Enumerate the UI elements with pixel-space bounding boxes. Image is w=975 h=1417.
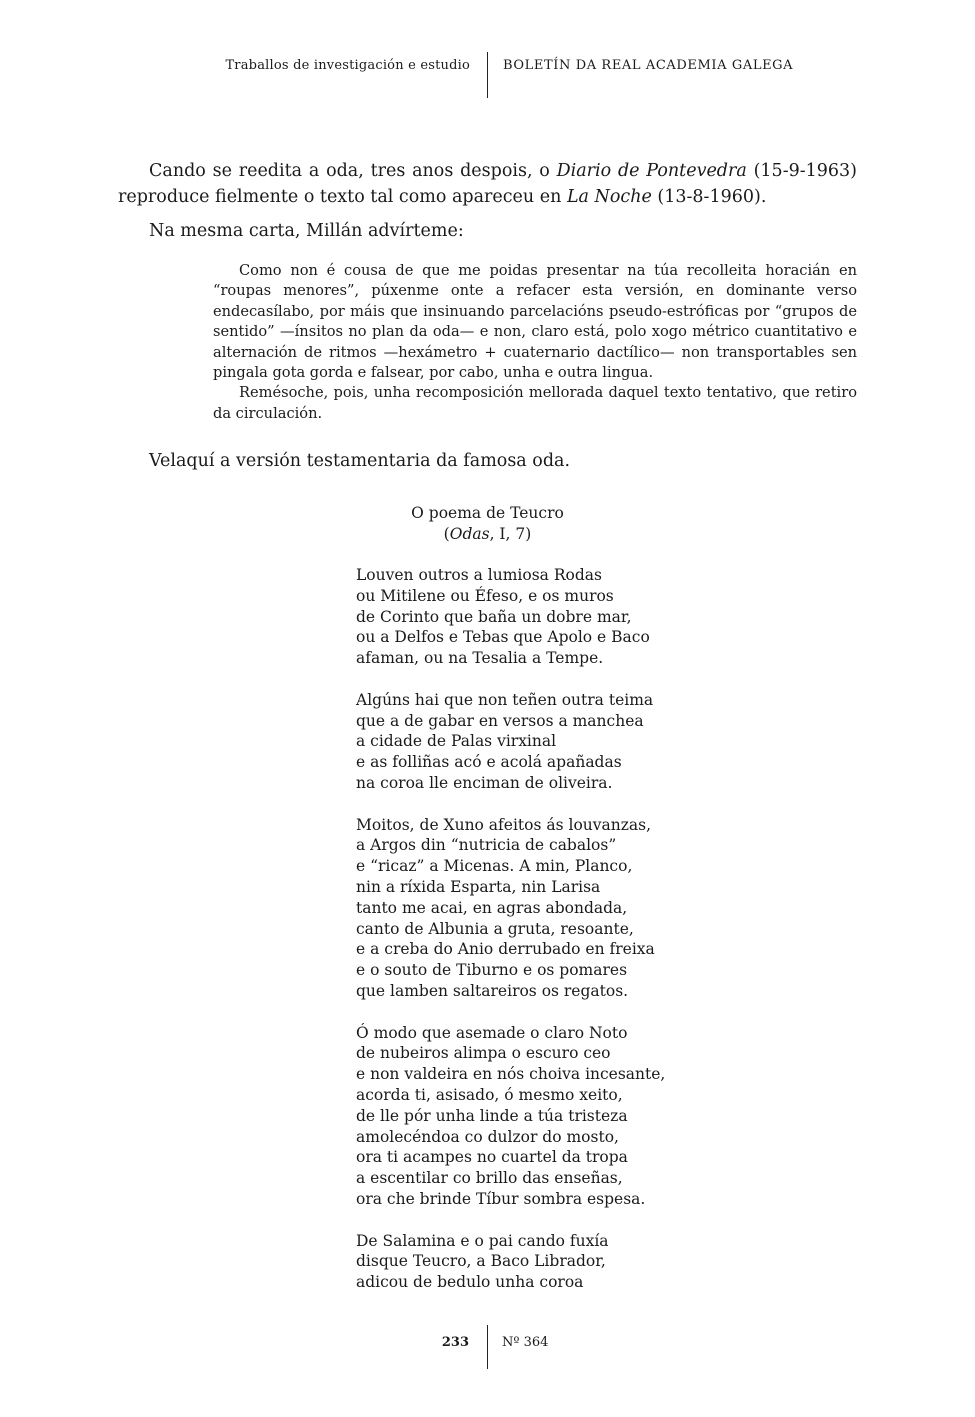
poem-line: amolecéndoa co dulzor do mosto, bbox=[356, 1127, 619, 1146]
poem-line: ou a Delfos e Tebas que Apolo e Baco bbox=[356, 628, 650, 647]
poem-line: acorda ti, asisado, ó mesmo xeito, bbox=[356, 1085, 623, 1104]
block-quote bbox=[213, 261, 857, 424]
poem-body bbox=[356, 565, 665, 1314]
poem-line: canto de Albunia a gruta, resoante, bbox=[356, 919, 634, 938]
paragraph-letter-intro: Na mesma carta, Millán advírteme: bbox=[149, 221, 464, 241]
poem-line: a escentilar co brillo das enseñas, bbox=[356, 1169, 623, 1188]
paragraph-reedition bbox=[118, 158, 857, 210]
poem-line: de Corinto que baña un dobre mar, bbox=[356, 607, 632, 626]
poem-subtitle: (Odas, I, 7) bbox=[443, 525, 532, 543]
poem-heading bbox=[0, 503, 975, 545]
poem-stanza bbox=[356, 690, 665, 794]
poem-line: disque Teucro, a Baco Librador, bbox=[356, 1252, 606, 1271]
journal-title: Diario de Pontevedra bbox=[556, 161, 747, 181]
poem-line: tanto me acai, en agras abondada, bbox=[356, 898, 628, 917]
poem-line: Algúns hai que non teñen outra teima bbox=[356, 690, 654, 709]
footer-divider bbox=[487, 1325, 488, 1369]
poem-line: que a de gabar en versos a manchea bbox=[356, 711, 644, 730]
poem-line: nin a ríxida Esparta, nin Larisa bbox=[356, 877, 601, 896]
poem-stanza bbox=[356, 1023, 665, 1210]
poem-line: Ó modo que asemade o claro Noto bbox=[356, 1023, 628, 1042]
poem-line: a Argos din “nutricia de cabalos” bbox=[356, 836, 617, 855]
poem-line: e “ricaz” a Micenas. A min, Planco, bbox=[356, 857, 633, 876]
header-divider bbox=[487, 52, 488, 98]
paragraph-text: (13-8-1960). bbox=[651, 187, 767, 207]
poem-line: Moitos, de Xuno afeitos ás louvanzas, bbox=[356, 815, 652, 834]
poem-line: afaman, ou na Tesalia a Tempe. bbox=[356, 649, 604, 668]
poem-line: a cidade de Palas virxinal bbox=[356, 732, 557, 751]
poem-line: e o souto de Tiburno e os pomares bbox=[356, 961, 628, 980]
newspaper-title: La Noche bbox=[566, 187, 652, 207]
poem-line: de nubeiros alimpa o escuro ceo bbox=[356, 1044, 611, 1063]
poem-line: Louven outros a lumiosa Rodas bbox=[356, 566, 602, 584]
paragraph-text: Cando se reedita a oda, tres anos despois, o bbox=[149, 161, 557, 181]
quote-paragraph-1: Como non é cousa de que me poidas presentar na túa recolleita horacián en “roupas menores”, púxenme onte a refacer esta versión, en dominante verso endecasílabo, por máis que insinuando parcelacións pseudo-estróficas por “grupos de sentido” —ínsitos no plan da oda— e non, claro está, polo xogo métrico cuantitativo e alternación de ritmos —hexámetro + cuaternario dactílico— non transportables sen pingala gota gorda e falsear, por cabo, unha e outra lingua. bbox=[213, 262, 857, 382]
poem-line: adicou de bedulo unha coroa bbox=[356, 1273, 584, 1292]
paragraph-text: (15-9-1963) reproduce fielmente o texto tal como apareceu en bbox=[118, 161, 858, 207]
poem-stanza bbox=[356, 815, 665, 1002]
poem-title: O poema de Teucro bbox=[411, 504, 564, 522]
poem-line: e non valdeira en nós choiva incesante, bbox=[356, 1065, 666, 1084]
page-number: 233 bbox=[441, 1335, 469, 1350]
quote-paragraph-2: Remésoche, pois, unha recomposición mellorada daquel texto tentativo, que retiro da circulación. bbox=[213, 384, 857, 422]
poem-line: na coroa lle enciman de oliveira. bbox=[356, 773, 613, 792]
poem-line: ora che brinde Tíbur sombra espesa. bbox=[356, 1189, 646, 1208]
poem-line: ou Mitilene ou Éfeso, e os muros bbox=[356, 586, 614, 605]
poem-line: de lle pór unha linde a túa tristeza bbox=[356, 1106, 628, 1125]
poem-stanza bbox=[356, 1231, 665, 1293]
poem-line: ora ti acampes no cuartel da tropa bbox=[356, 1148, 628, 1167]
poem-line: que lamben saltareiros os regatos. bbox=[356, 981, 629, 1000]
paragraph-version-intro: Velaquí a versión testamentaria da famosa oda. bbox=[149, 451, 571, 471]
poem-stanza bbox=[356, 565, 665, 669]
poem-line: De Salamina e o pai cando fuxía bbox=[356, 1231, 609, 1250]
running-header-right: BOLETÍN DA REAL ACADEMIA GALEGA bbox=[503, 58, 794, 73]
poem-line: e a creba do Anio derrubado en freixa bbox=[356, 940, 655, 959]
poem-line: e as folliñas acó e acolá apañadas bbox=[356, 753, 622, 772]
running-header-left: Traballos de investigación e estudio bbox=[225, 58, 470, 73]
issue-number: Nº 364 bbox=[502, 1335, 549, 1350]
